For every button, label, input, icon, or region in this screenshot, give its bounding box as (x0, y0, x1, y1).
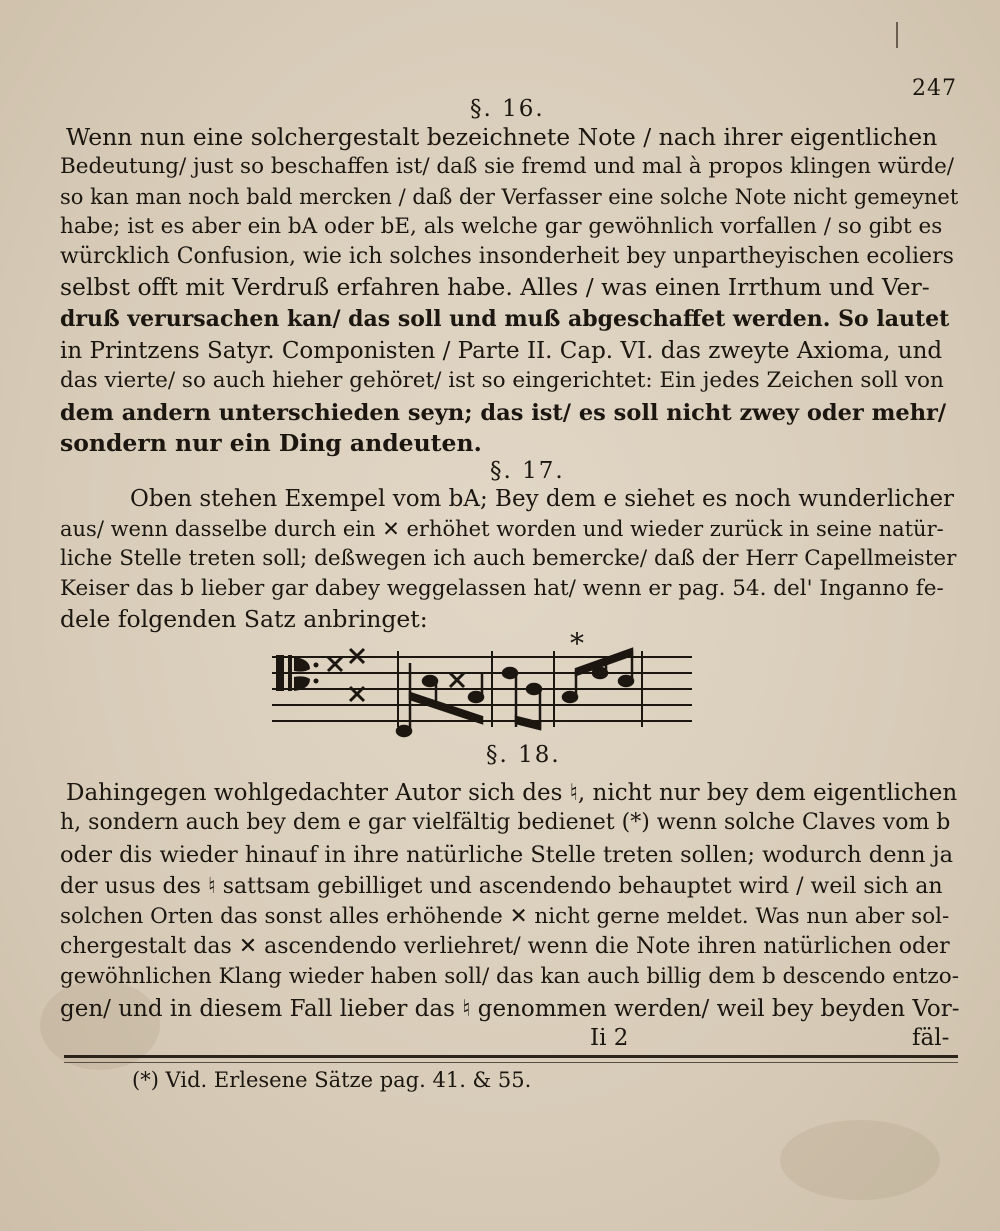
section-heading-17: §. 17. (490, 458, 565, 484)
signature-mark: Ii 2 (590, 1025, 629, 1051)
text-line: sondern nur ein Ding andeuten. (60, 429, 482, 457)
text-line: solchen Orten das sonst alles erhöhende ✕ nicht gerne meldet. Was nun aber sol- (60, 904, 950, 929)
text-line: aus/ wenn dasselbe durch ein ✕ erhöhet worden und wieder zurück in seine natür- (60, 517, 944, 541)
music-asterisk: * (570, 627, 584, 660)
page-number: 247 (912, 76, 957, 101)
edge-mark (896, 22, 898, 48)
footnote: (*) Vid. Erlesene Sätze pag. 41. & 55. (132, 1068, 532, 1092)
paper-stain (780, 1120, 940, 1200)
text-line: habe; ist es aber ein bA oder bE, als welche gar gewöhnlich vorfallen / so gibt es (60, 214, 943, 239)
footnote-rule-thin (64, 1062, 958, 1063)
text-line: Oben stehen Exempel vom bA; Bey dem e siehet es noch wunderlicher (130, 486, 955, 512)
text-line: Keiser das b lieber gar dabey weggelassen hat/ wenn er pag. 54. del' Inganno fe- (60, 576, 944, 601)
text-line: Wenn nun eine solchergestalt bezeichnete Note / nach ihrer eigentlichen (66, 123, 938, 151)
text-line: der usus des ♮ sattsam gebilliget und ascendendo behauptet wird / weil sich an (60, 874, 943, 899)
music-staff (270, 643, 695, 745)
text-line: chergestalt das ✕ ascendendo verliehret/ wenn die Note ihren natürlichen oder (60, 934, 950, 959)
catchword: fäl- (912, 1025, 950, 1051)
text-line: Dahingegen wohlgedachter Autor sich des ♮, nicht nur bey dem eigentlichen (66, 780, 958, 806)
text-line: h, sondern auch bey dem e gar vielfältig bedienet (*) wenn solche Claves vom b (60, 810, 951, 835)
text-line: selbst offt mit Verdruß erfahren habe. Alles / was einen Irrthum und Ver- (60, 273, 930, 301)
text-line: liche Stelle treten soll; deßwegen ich auch bemercke/ daß der Herr Capellmeister (60, 546, 957, 571)
music-example (270, 627, 695, 745)
section-heading-16: §. 16. (470, 96, 545, 122)
text-line: dem andern unterschieden seyn; das ist/ es soll nicht zwey oder mehr/ (60, 400, 947, 426)
text-line: in Printzens Satyr. Componisten / Parte II. Cap. VI. das zweyte Axioma, und (60, 338, 943, 364)
text-line: oder dis wieder hinauf in ihre natürliche Stelle treten sollen; wodurch denn ja (60, 842, 954, 868)
footnote-rule (64, 1055, 958, 1058)
text-line: druß verursachen kan/ das soll und muß abgeschaffet werden. So lautet (60, 306, 950, 332)
text-line: gewöhnlichen Klang wieder haben soll/ das kan auch billig dem b descendo entzo- (60, 964, 959, 989)
section-heading-18: §. 18. (486, 742, 561, 768)
text-line: gen/ und in diesem Fall lieber das ♮ genommen werden/ weil bey beyden Vor- (60, 996, 960, 1022)
text-line: dele folgenden Satz anbringet: (60, 605, 428, 633)
text-line: das vierte/ so auch hieher gehöret/ ist so eingerichtet: Ein jedes Zeichen soll von (60, 368, 944, 393)
text-line: Bedeutung/ just so beschaffen ist/ daß sie fremd und mal à propos klingen würde/ (60, 154, 955, 179)
text-line: würcklich Confusion, wie ich solches insonderheit bey unpartheyischen ecoliers (60, 244, 954, 269)
text-line: so kan man noch bald mercken / daß der Verfasser eine solche Note nicht gemeynet (60, 185, 959, 209)
